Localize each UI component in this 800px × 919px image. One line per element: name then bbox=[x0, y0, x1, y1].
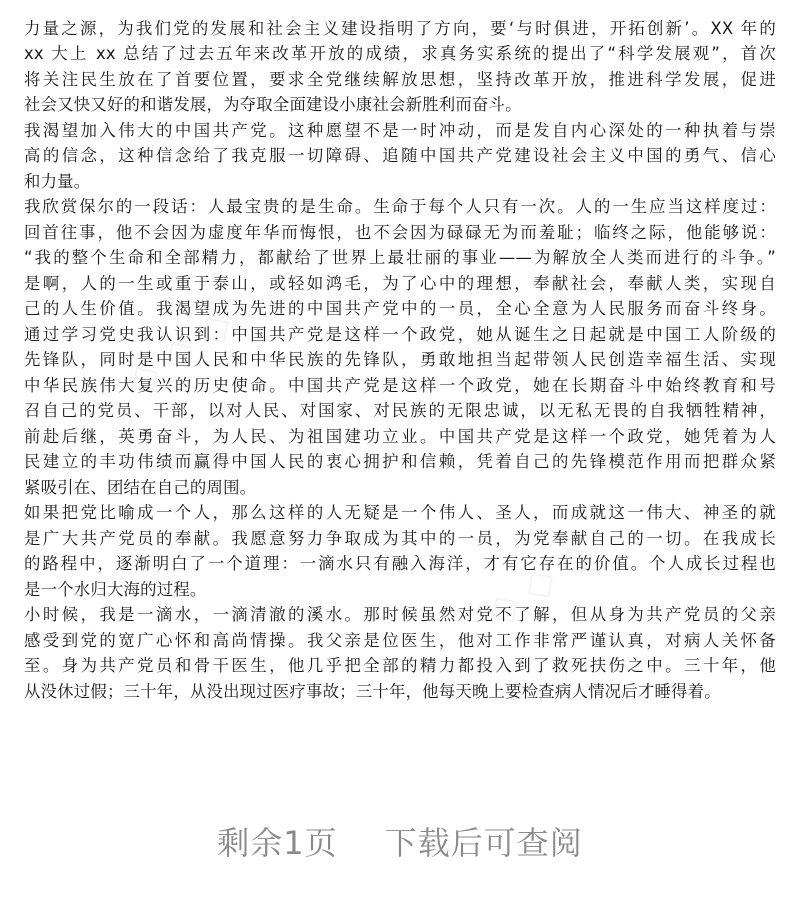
download-to-view-label[interactable]: 下载后可查阅 bbox=[384, 824, 583, 862]
text-line: 和力量。 bbox=[24, 171, 91, 191]
text-line: 我渴望加入伟大的中国共产党。这种愿望不是一时冲动，而是发自内心深处的一种执着与崇 bbox=[24, 120, 776, 140]
text-line: 己的人生价值。我渴望成为先进的中国共产党中的一员，全心全意为人民服务而奋斗终身。 bbox=[24, 299, 776, 318]
text-line: 小时候，我是一滴水，一滴清澈的溪水。那时候虽然对党不了解，但从身为共产党员的父亲 bbox=[24, 605, 776, 624]
text-line: 我欣赏保尔的一段话：人最宝贵的是生命。生命于每个人只有一次。人的一生应当这样度过： bbox=[24, 197, 776, 216]
text-line: 通过学习党史我认识到：中国共产党是这样一个政党，她从诞生之日起就是中国工人阶级的 bbox=[24, 324, 776, 344]
text-line: 将关注民生放在了首要位置，要求全党继续解放思想，坚持改革开放，推进科学发展，促进 bbox=[24, 69, 776, 89]
text-line: 至。身为共产党员和骨干医生，他几乎把全部的精力都投入到了救死扶伤之中。三十年，他 bbox=[24, 656, 776, 675]
text-line: 召自己的党员、干部，以对人民、对国家、对民族的无限忠诚，以无私无畏的自我牺牲精神， bbox=[24, 401, 776, 420]
document-body bbox=[24, 0, 776, 704]
text-line: 先锋队，同时是中国人民和中华民族的先锋队，勇敢地担当起带领人民创造幸福生活、实现 bbox=[24, 350, 776, 369]
remaining-pages-label: 剩余1页 bbox=[217, 824, 338, 862]
text-line: 从没休过假；三十年，从没出现过医疗事故；三十年，他每天晚上要检查病人情况后才睡得着。 bbox=[24, 681, 721, 701]
text-line: 力量之源，为我们党的发展和社会主义建设指明了方向，要‘与时俱进，开拓创新’。XX 年的 bbox=[24, 18, 776, 38]
text-line: 民建立的丰功伟绩而赢得中国人民的衷心拥护和信赖，凭着自己的先锋模范作用而把群众紧 bbox=[24, 452, 776, 471]
text-line: “我的整个生命和全部精力，都献给了世界上最壮丽的事业——为解放全人类而进行的斗争。” bbox=[24, 248, 776, 267]
text-line: 感受到党的宽广心怀和高尚情操。我父亲是位医生，他对工作非常严谨认真，对病人关怀备 bbox=[24, 630, 776, 650]
text-line: 中华民族伟大复兴的历史使命。中国共产党是这样一个政党，她在长期奋斗中始终教育和号 bbox=[24, 375, 776, 395]
text-line: 紧吸引在、团结在自己的周围。 bbox=[24, 477, 257, 497]
text-line: 是啊，人的一生或重于泰山，或轻如鸿毛，为了心中的理想，奉献社会，奉献人类，实现自 bbox=[24, 273, 776, 293]
download-prompt[interactable] bbox=[0, 818, 800, 864]
text-line: 前赴后继，英勇奋斗，为人民、为祖国建功立业。中国共产党是这样一个政党，她凭着为人 bbox=[24, 426, 776, 446]
text-line: 回首往事，他不会因为虚度年华而悔恨，也不会因为碌碌无为而羞耻；临终之际，他能够说： bbox=[24, 222, 776, 242]
text-line: 社会又快又好的和谐发展，为夺取全面建设小康社会新胜利而奋斗。 bbox=[24, 95, 522, 114]
text-line: 的路程中，逐渐明白了一个道理：一滴水只有融入海洋，才有它存在的价值。个人成长过程也 bbox=[24, 554, 776, 573]
text-line: 高的信念，这种信念给了我克服一切障碍、追随中国共产党建设社会主义中国的勇气、信心 bbox=[24, 146, 776, 165]
text-line: 是广大共产党员的奉献。我愿意努力争取成为其中的一员，为党奉献自己的一切。在我成长 bbox=[24, 528, 776, 548]
text-line: 是一个水归大海的过程。 bbox=[24, 579, 207, 599]
text-line: xx 大上 xx 总结了过去五年来改革开放的成绩，求真务实系统的提出了“科学发展观”，首次 bbox=[24, 44, 776, 63]
text-line: 如果把党比喻成一个人，那么这样的人无疑是一个伟人、圣人，而成就这一伟大、神圣的就 bbox=[24, 503, 776, 522]
